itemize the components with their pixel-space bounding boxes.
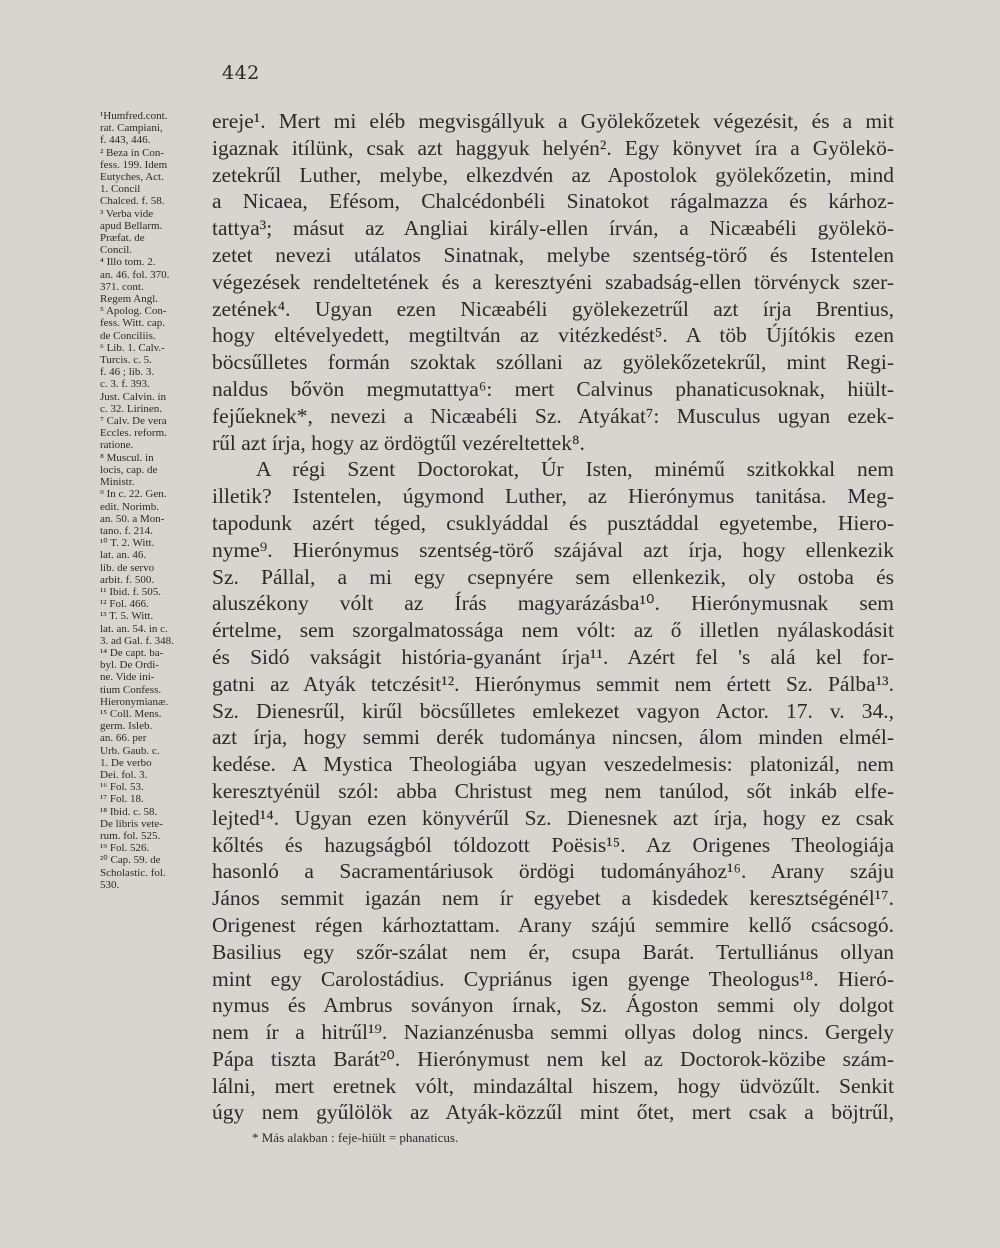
margin-note: ¹⁷ Fol. 18. xyxy=(100,793,144,806)
text-line: zetekrűl Luther, melybe, elkezdvén az Apostolok gyölekőzetin, mind xyxy=(212,162,894,187)
margin-note: Eccles. reform. xyxy=(100,427,167,440)
margin-note: f. 46 ; lib. 3. xyxy=(100,366,155,379)
margin-note: an. 50. a Mon- xyxy=(100,512,165,525)
margin-note: ¹⁶ Fol. 53. xyxy=(100,781,144,794)
margin-note: 371. cont. xyxy=(100,280,144,293)
margin-note: ¹⁵ Coll. Mens. xyxy=(100,707,162,720)
text-line: a Nicaea, Efésom, Chalcédonbéli Sinatokot rágalmazza és kárhoz- xyxy=(212,189,894,214)
text-line: böcsűlletes formán szoktak szóllani az gyölekőzetekrűl, mint Regi- xyxy=(212,350,894,375)
margin-note: ¹⁴ De capt. ba- xyxy=(100,646,164,659)
margin-note: Turcis. c. 5. xyxy=(100,354,152,367)
margin-note: Dei. fol. 3. xyxy=(100,768,148,781)
text-line: mint egy Carolostádius. Cypriánus igen gyenge Theologus¹⁸. Hieró- xyxy=(212,966,894,991)
text-line: aluszékony vólt az Írás magyarázásba¹⁰. Hierónymusnak sem xyxy=(212,591,894,616)
text-line: tapodunk azért téged, csuklyáddal és pusztáddal egyetembe, Hiero- xyxy=(212,510,894,535)
margin-note: ⁹ In c. 22. Gen. xyxy=(100,488,167,501)
text-line: úgy nem gyűlölök az Atyák-közzűl mint őtet, mert csak a böjtrűl, xyxy=(212,1100,894,1125)
margin-notes xyxy=(100,110,210,891)
text-line: kedése. A Mystica Theologiába ugyan veszedelmesis: platonizál, nem xyxy=(212,752,894,777)
margin-note: rum. fol. 525. xyxy=(100,829,161,842)
margin-note: arbit. f. 500. xyxy=(100,573,155,586)
text-line: nem ír a hitrűl¹⁹. Nazianzénusba semmi ollyas dolog nincs. Gergely xyxy=(212,1020,894,1045)
text-line: gatni az Atyák tetczésit¹². Hierónymus semmit nem értett Sz. Pálba¹³. xyxy=(212,671,894,696)
margin-note: ¹¹ Ibid. f. 505. xyxy=(100,585,161,598)
margin-note: ¹² Fol. 466. xyxy=(100,598,149,611)
text-line: fejűeknek*, nevezi a Nicæabéli Sz. Atyákat⁷: Musculus ugyan ezek- xyxy=(212,403,894,428)
margin-note: 3. ad Gal. f. 348. xyxy=(100,634,174,647)
text-line: nymus és Ambrus soványon írnak, Sz. Ágoston semmi oly dolgot xyxy=(212,993,894,1018)
margin-note: Eutyches, Act. xyxy=(100,171,164,184)
margin-note: fess. 199. Idem xyxy=(100,158,168,171)
margin-note: ne. Vide ini- xyxy=(100,671,155,684)
text-line: tattya³; másut az Angliai király-ellen írván, a Nicæabéli gyölekö- xyxy=(212,216,894,241)
margin-note: ²⁰ Cap. 59. de xyxy=(100,854,161,867)
text-line: és Sidó vakságit história-gyanánt írja¹¹. Azért fel 's alá kel for- xyxy=(212,644,894,669)
margin-note: edit. Norimb. xyxy=(100,500,159,513)
text-line: Origenest régen kárhoztattam. Arany szájú semmire kellő csácsogó. xyxy=(212,912,894,937)
margin-note: c. 32. Lirinen. xyxy=(100,402,163,415)
margin-note: an. 46. fol. 370. xyxy=(100,268,170,281)
margin-note: ² Beza in Con- xyxy=(100,146,165,159)
margin-note: Just. Calvin. in xyxy=(100,390,167,403)
margin-note: rat. Campiani, xyxy=(100,122,163,135)
text-line: igaznak itílünk, csak azt haggyuk helyén². Egy könyvet íra a Gyölekö- xyxy=(212,135,894,160)
margin-note: ⁵ Apolog. Con- xyxy=(100,305,167,318)
text-line: rűl azt írja, hogy az ördögtűl vezéreltettek⁸. xyxy=(212,430,585,455)
text-line: illetik? Istentelen, úgymond Luther, az Hierónymus tanitása. Meg- xyxy=(212,484,894,509)
margin-note: an. 66. per xyxy=(100,732,147,745)
text-line: zetet nevezi utálatos Sinatnak, melybe szentség-törő és Istentelen xyxy=(212,242,894,267)
margin-note: fess. Witt. cap. xyxy=(100,317,166,330)
margin-note: Scholastic. fol. xyxy=(100,866,166,879)
text-line: nyme⁹. Hierónymus szentség-törő szájával azt írja, hogy ellenkezik xyxy=(212,537,894,562)
margin-note: ⁴ Illo tom. 2. xyxy=(100,256,156,269)
margin-note: De libris vete- xyxy=(100,817,163,830)
margin-note: ¹³ T. 5. Witt. xyxy=(100,610,154,623)
margin-note: Concil. xyxy=(100,244,133,257)
margin-note: ³ Verba vide xyxy=(100,207,154,220)
margin-note: ¹Humfred.cont. xyxy=(100,110,168,122)
margin-note: tano. f. 214. xyxy=(100,524,153,537)
text-line: Sz. Pállal, a mi egy csepnyére sem ellenkezik, oly ostoba és xyxy=(212,564,894,589)
margin-note: f. 443, 446. xyxy=(100,134,151,147)
body-text xyxy=(212,108,894,1126)
margin-note: apud Bellarm. xyxy=(100,219,163,232)
margin-note: lat. an. 46. xyxy=(100,549,147,562)
margin-note: Chalced. f. 58. xyxy=(100,195,165,208)
margin-note: de Conciliis. xyxy=(100,329,156,342)
margin-note: Ministr. xyxy=(100,476,135,489)
text-line: végezések rendeltetének és a keresztyéni szabadság-ellen törvényck szer- xyxy=(212,269,894,294)
text-line: hasonló a Sacramentáriusok ördögi tudományához¹⁶. Arany száju xyxy=(212,859,894,884)
text-line: A régi Szent Doctorokat, Úr Isten, minémű szitkokkal nem xyxy=(256,457,894,482)
margin-note: lat. an. 54. in c. xyxy=(100,622,168,635)
text-line: ereje¹. Mert mi eléb megvisgállyuk a Gyölekőzetek végezésit, és a mit xyxy=(212,109,894,133)
margin-note: ⁶ Lib. 1. Calv.- xyxy=(100,341,165,354)
margin-note: locis, cap. de xyxy=(100,463,158,476)
text-line: értelme, sem szorgalmatossága nem vólt: az ő illetlen nyálaskodásit xyxy=(212,618,894,643)
margin-note: 1. Concil xyxy=(100,183,141,196)
text-line: lejted¹⁴. Ugyan ezen könyvérűl Sz. Dienesnek azt írja, hogy ez csak xyxy=(212,805,894,830)
margin-note: 1. De verbo xyxy=(100,756,152,769)
margin-note: ¹⁹ Fol. 526. xyxy=(100,842,150,855)
margin-note: germ. Isleb. xyxy=(100,720,153,733)
margin-note: Hieronymianæ. xyxy=(100,695,169,708)
margin-note: lib. de servo xyxy=(100,561,155,574)
margin-note: Præfat. de xyxy=(100,232,145,245)
margin-note: ¹⁸ Ibid. c. 58. xyxy=(100,805,158,818)
margin-note: c. 3. f. 393. xyxy=(100,378,150,391)
text-line: Sz. Dienesrűl, kirűl böcsűlletes emlekezet vagyon Actor. 17. v. 34., xyxy=(212,698,894,723)
text-line: azt írja, hogy semmi derék tudománya nincsen, álom minden elmél- xyxy=(212,725,894,750)
text-line: János semmit igazán nem ír egyebet a kisdedek keresztségénél¹⁷. xyxy=(212,886,894,911)
text-line: keresztyénül szól: abba Christust meg nem tanúlod, sőt inkáb elfe- xyxy=(212,778,894,803)
text-line: lálni, mert eretnek vólt, mindazáltal hiszem, hogy üdvözűlt. Senkit xyxy=(212,1073,894,1098)
text-line: naldus bővön megmutattya⁶: mert Calvinus phanaticusoknak, hiült- xyxy=(212,376,894,401)
margin-note: ⁷ Calv. De vera xyxy=(100,415,167,428)
margin-note: Urb. Gaub. c. xyxy=(100,744,160,757)
text-line: kőltés és hazugságból tóldozott Poësis¹⁵. Az Origenes Theologiája xyxy=(212,832,894,857)
text-line: zetének⁴. Ugyan ezen Nicæabéli gyölekezetrűl azt írja Brentius, xyxy=(212,296,894,321)
text-line: hogy eltévelyedett, megtiltván az vitézkedést⁵. A töb Újítókis ezen xyxy=(212,323,894,348)
footnote: * Más alakban : feje-hiült = phanaticus. xyxy=(252,1130,459,1145)
margin-note: byl. De Ordi- xyxy=(100,659,159,672)
margin-note: tium Confess. xyxy=(100,683,162,696)
margin-note: ⁸ Muscul. in xyxy=(100,451,154,464)
text-line: Basilius egy szőr-szálat nem ér, csupa Barát. Tertulliánus ollyan xyxy=(212,939,894,964)
page-number: 442 xyxy=(222,62,260,84)
margin-note: ratione. xyxy=(100,439,134,452)
margin-note: ¹⁰ T. 2. Witt. xyxy=(100,537,155,550)
text-line: Pápa tiszta Barát²⁰. Hierónymust nem kel az Doctorok-közibe szám- xyxy=(212,1046,894,1071)
margin-note: 530. xyxy=(100,878,120,891)
margin-note: Regem Angl. xyxy=(100,293,159,306)
